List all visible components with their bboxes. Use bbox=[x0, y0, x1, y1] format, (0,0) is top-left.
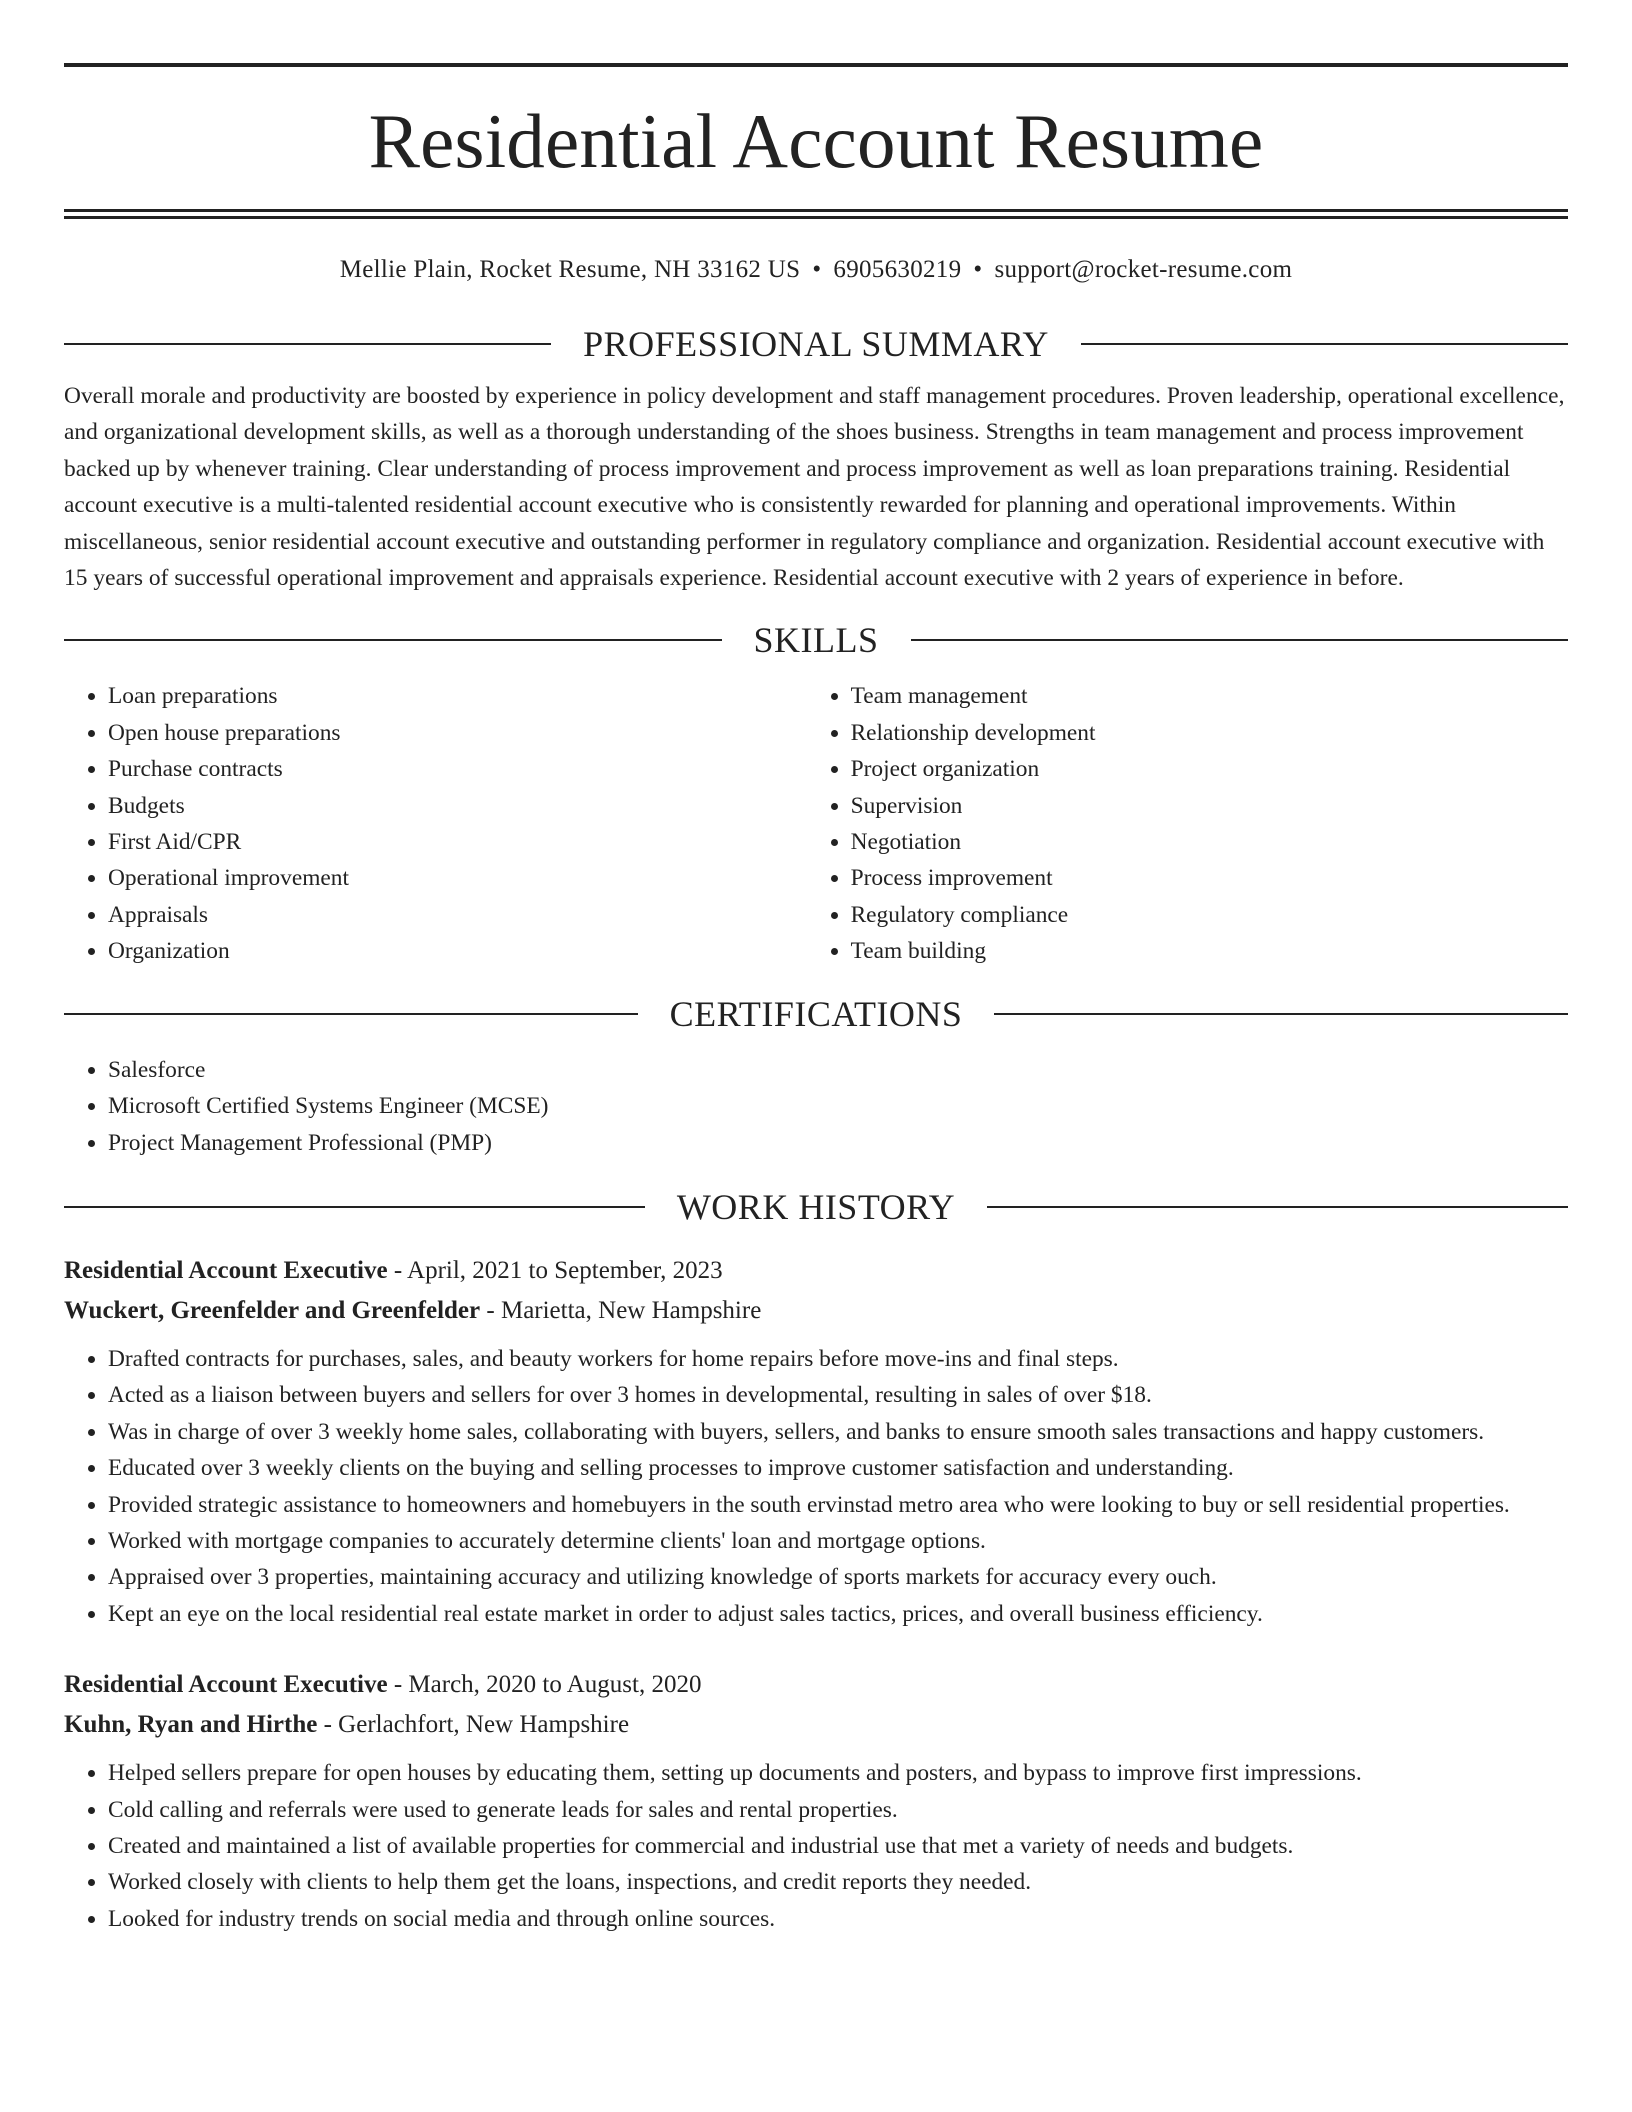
section-title-summary: PROFESSIONAL SUMMARY bbox=[583, 324, 1049, 364]
skill-item: • Negotiation bbox=[851, 824, 1568, 860]
job-duties-list bbox=[64, 1755, 1568, 1937]
skill-item: • Team building bbox=[851, 933, 1568, 969]
skill-item: • Regulatory compliance bbox=[851, 897, 1568, 933]
job-dates: - April, 2021 to September, 2023 bbox=[393, 1256, 723, 1284]
skill-item: • Purchase contracts bbox=[108, 751, 807, 787]
job-duty-item: • Created and maintained a list of available properties for commercial and industrial use that met a variety of needs and budgets. bbox=[108, 1828, 1568, 1864]
job-duty-item: • Was in charge of over 3 weekly home sales, collaborating with buyers, sellers, and banks to ensure smooth sales transactions and happy customers. bbox=[108, 1414, 1568, 1450]
job-company: Wuckert, Greenfelder and Greenfelder bbox=[64, 1296, 481, 1324]
heading-rule-left bbox=[64, 1013, 638, 1015]
section-heading-summary bbox=[64, 320, 1568, 368]
title-bottom-double-rule bbox=[64, 209, 1568, 219]
job-duty-item: • Looked for industry trends on social media and through online sources. bbox=[108, 1901, 1568, 1937]
job-duty-item: • Acted as a liaison between buyers and sellers for over 3 homes in developmental, resulting in sales of over $18. bbox=[108, 1377, 1568, 1413]
job-duty-item: • Worked with mortgage companies to accurately determine clients' loan and mortgage options. bbox=[108, 1523, 1568, 1559]
job-company-line bbox=[64, 1291, 1568, 1331]
job-company-line bbox=[64, 1705, 1568, 1745]
heading-rule-left bbox=[64, 343, 551, 345]
section-heading-certifications bbox=[64, 990, 1568, 1038]
job-duty-item: • Provided strategic assistance to homeowners and homebuyers in the south ervinstad metro area who were looking to buy or sell residential properties. bbox=[108, 1487, 1568, 1523]
contact-email: support@rocket-resume.com bbox=[994, 256, 1293, 283]
certifications-list bbox=[64, 1052, 1568, 1161]
job-duty-item: • Drafted contracts for purchases, sales, and beauty workers for home repairs before move-ins and final steps. bbox=[108, 1341, 1568, 1377]
job-title-line bbox=[64, 1251, 1568, 1291]
heading-rule-left bbox=[64, 1206, 645, 1208]
skill-item: • Project organization bbox=[851, 751, 1568, 787]
heading-rule-left bbox=[64, 639, 722, 641]
job-title: Residential Account Executive bbox=[64, 1256, 388, 1284]
skill-item: • First Aid/CPR bbox=[108, 824, 807, 860]
heading-rule-right bbox=[987, 1206, 1568, 1208]
skills-list bbox=[64, 678, 1568, 969]
section-heading-skills bbox=[64, 616, 1568, 664]
job-duty-item: • Kept an eye on the local residential real estate market in order to adjust sales tactics, prices, and overall business efficiency. bbox=[108, 1596, 1568, 1632]
skills-column-left bbox=[64, 678, 807, 969]
skill-item: • Budgets bbox=[108, 788, 807, 824]
skill-item: • Open house preparations bbox=[108, 715, 807, 751]
job-entry bbox=[64, 1665, 1568, 1937]
job-duty-item: • Worked closely with clients to help them get the loans, inspections, and credit reports they needed. bbox=[108, 1864, 1568, 1900]
skills-column-right bbox=[807, 678, 1568, 969]
job-duty-item: • Cold calling and referrals were used to generate leads for sales and rental properties. bbox=[108, 1792, 1568, 1828]
section-heading-work-history bbox=[64, 1183, 1568, 1231]
job-duties-list bbox=[64, 1341, 1568, 1632]
skill-item: • Operational improvement bbox=[108, 860, 807, 896]
skill-item: • Supervision bbox=[851, 788, 1568, 824]
contact-line bbox=[64, 253, 1568, 287]
certification-item: • Project Management Professional (PMP) bbox=[108, 1125, 1568, 1161]
job-duty-item: • Helped sellers prepare for open houses by educating them, setting up documents and posters, and bypass to improve first impressions. bbox=[108, 1755, 1568, 1791]
contact-separator: • bbox=[812, 256, 822, 283]
job-title-line bbox=[64, 1665, 1568, 1705]
heading-rule-right bbox=[1081, 343, 1568, 345]
heading-rule-right bbox=[994, 1013, 1568, 1015]
job-dates: - March, 2020 to August, 2020 bbox=[393, 1671, 702, 1699]
resume-title: Residential Account Resume bbox=[368, 98, 1264, 184]
job-duty-item: • Educated over 3 weekly clients on the buying and selling processes to improve customer satisfaction and understanding. bbox=[108, 1450, 1568, 1486]
skill-item: • Appraisals bbox=[108, 897, 807, 933]
job-company: Kuhn, Ryan and Hirthe bbox=[64, 1711, 318, 1739]
skill-item: • Loan preparations bbox=[108, 678, 807, 714]
contact-separator: • bbox=[973, 256, 983, 283]
job-location: - Gerlachfort, New Hampshire bbox=[323, 1711, 630, 1739]
title-top-rule bbox=[64, 63, 1568, 67]
job-duty-item: • Appraised over 3 properties, maintaining accuracy and utilizing knowledge of sports markets for accuracy every ouch. bbox=[108, 1559, 1568, 1595]
contact-phone: 6905630219 bbox=[833, 256, 962, 283]
section-title-certifications: CERTIFICATIONS bbox=[669, 993, 963, 1034]
skill-item: • Process improvement bbox=[851, 860, 1568, 896]
skill-item: • Relationship development bbox=[851, 715, 1568, 751]
section-title-skills: SKILLS bbox=[753, 620, 879, 661]
skill-item: • Team management bbox=[851, 678, 1568, 714]
certification-item: • Salesforce bbox=[108, 1052, 1568, 1088]
job-entry bbox=[64, 1251, 1568, 1632]
professional-summary-text: Overall morale and productivity are boosted by experience in policy development and staff management procedures. Proven leadership, operational excellence, and organizational development skills, as well as a thorough understanding of the shoes business. Strengths in team management and process improvement backed up by whenever training. Clear understanding of process improvement and process improvement as well as loan preparations training. Residential account executive is a multi-talented residential account executive who is consistently rewarded for planning and operational improvements. Within miscellaneous, senior residential account executive and outstanding performer in regulatory compliance and organization. Residential account executive with 15 years of successful operational improvement and appraisals experience. Residential account executive with 2 years of experience in before. bbox=[64, 383, 1565, 592]
skill-item: • Organization bbox=[108, 933, 807, 969]
job-location: - Marietta, New Hampshire bbox=[486, 1296, 762, 1324]
heading-rule-right bbox=[911, 639, 1569, 641]
certification-item: • Microsoft Certified Systems Engineer (MCSE) bbox=[108, 1088, 1568, 1124]
section-title-work-history: WORK HISTORY bbox=[676, 1186, 956, 1227]
job-title: Residential Account Executive bbox=[64, 1671, 388, 1699]
contact-address: Mellie Plain, Rocket Resume, NH 33162 US bbox=[339, 256, 801, 283]
